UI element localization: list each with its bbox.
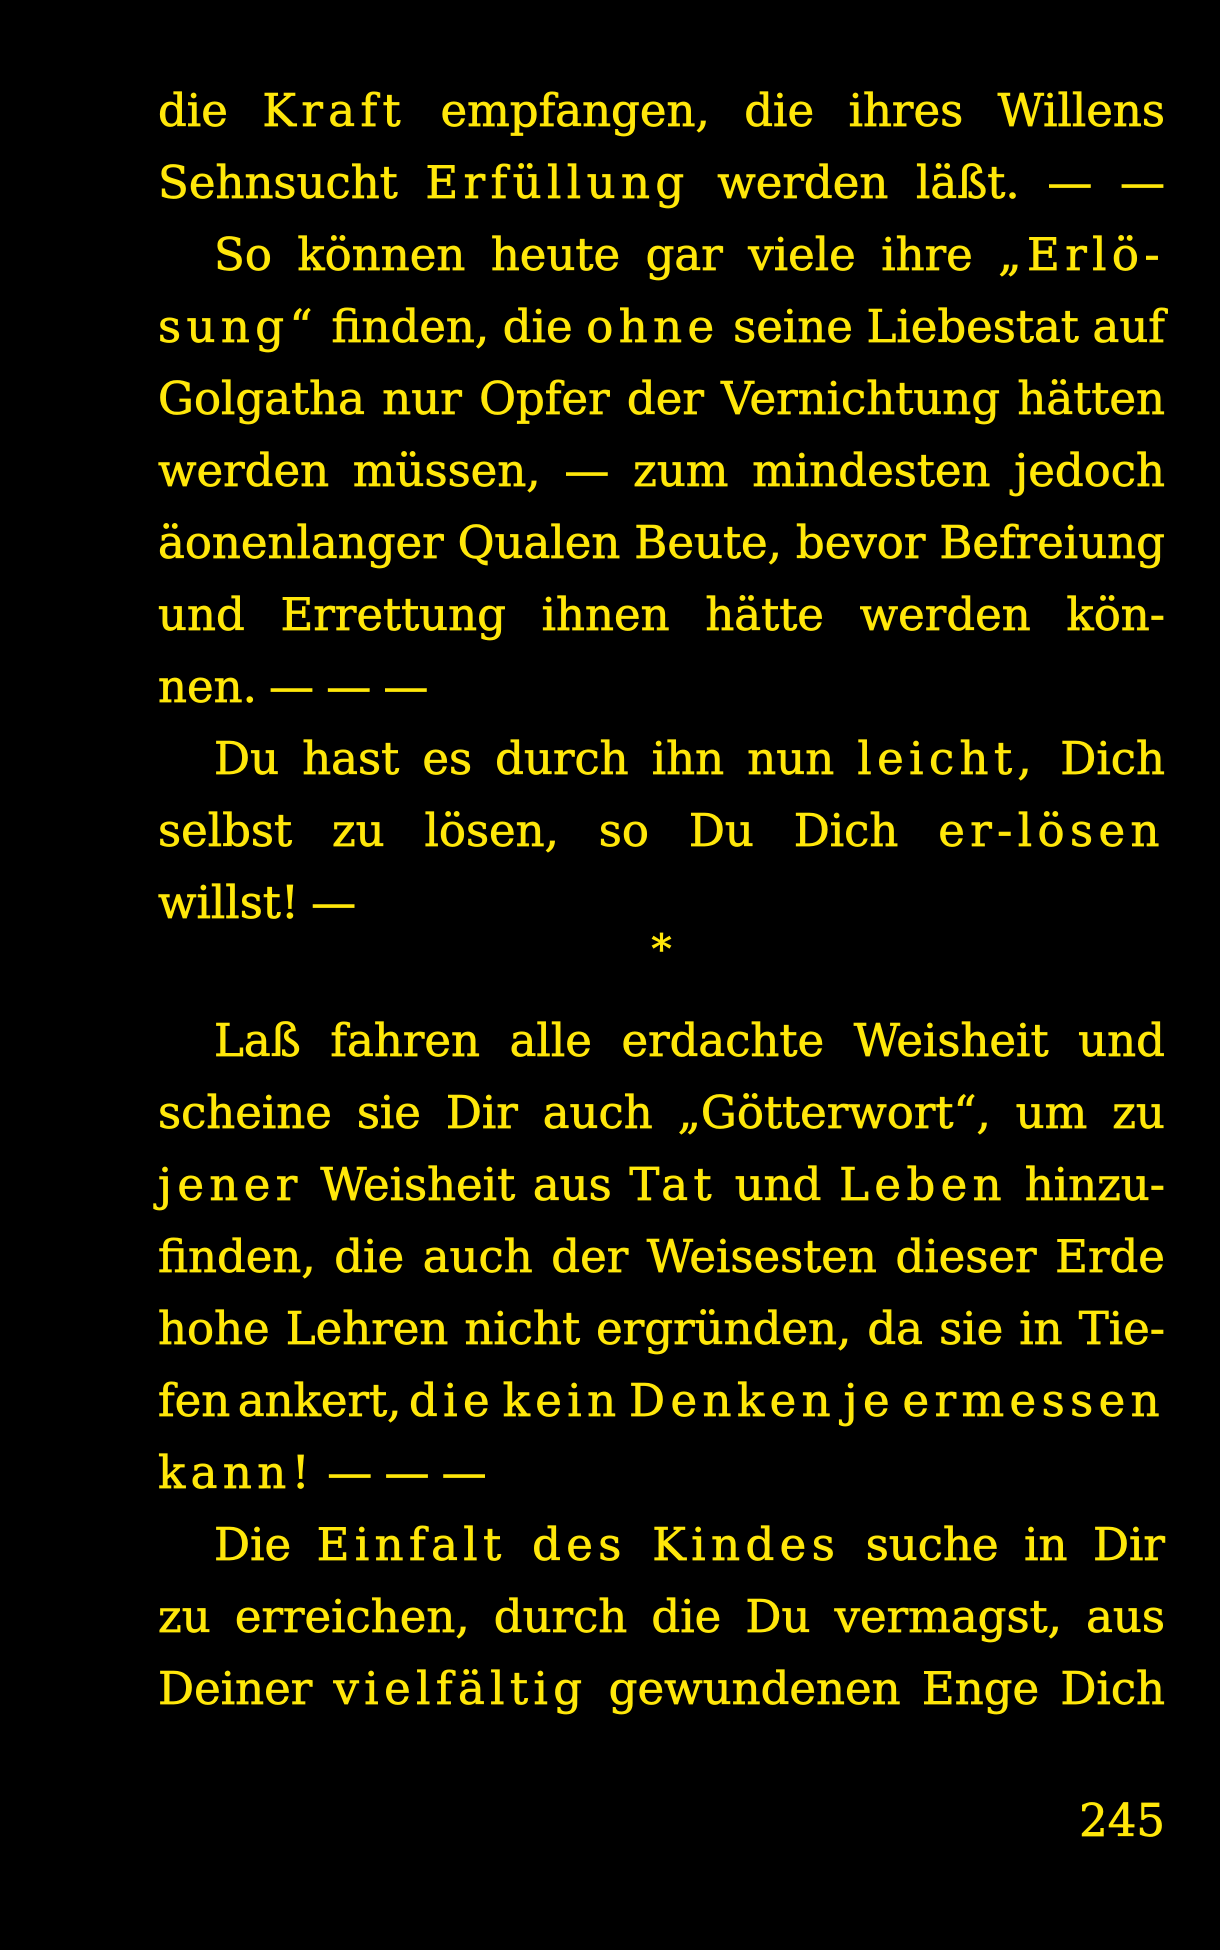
word: die (744, 83, 815, 137)
word: fen (158, 1373, 231, 1427)
word: nicht (464, 1301, 581, 1355)
word: sie (356, 1085, 421, 1139)
word: zu (158, 1589, 211, 1643)
word: es (422, 731, 473, 785)
word: und (1078, 1013, 1165, 1067)
word: hätte (705, 587, 824, 641)
word: Erfüllung (425, 155, 690, 209)
word: Laß (214, 1013, 301, 1067)
word: in (1024, 1517, 1068, 1571)
word: scheine (158, 1085, 332, 1139)
word: Die (214, 1517, 292, 1571)
word: seine (733, 299, 853, 353)
word: ankert, (237, 1373, 402, 1427)
word: — (269, 659, 315, 713)
word: nur (382, 371, 462, 425)
text-line (158, 434, 1165, 506)
word: ihres (848, 83, 964, 137)
word: Opfer (479, 371, 610, 425)
word: — (1047, 155, 1093, 209)
text-line (158, 578, 1165, 650)
word: alle (509, 1013, 592, 1067)
word: sie (939, 1301, 1004, 1355)
word: hinzu- (1024, 1157, 1165, 1211)
text-line (158, 290, 1165, 362)
word: je (843, 1373, 895, 1427)
word: Erde (1055, 1229, 1165, 1283)
word: in (1019, 1301, 1063, 1355)
word: müssen, (352, 443, 541, 497)
word: willst! (158, 875, 299, 929)
text-line (158, 1220, 1165, 1292)
word: finden, (158, 1229, 316, 1283)
word: Tat (629, 1157, 718, 1211)
word: hast (302, 731, 400, 785)
word: — (326, 659, 372, 713)
word: erreichen, (234, 1589, 470, 1643)
word: auf (1092, 299, 1165, 353)
word: dieser (895, 1229, 1037, 1283)
text-line (158, 1364, 1165, 1436)
word: aus (1086, 1589, 1165, 1643)
word: — (311, 875, 357, 929)
word: Dich (1060, 731, 1165, 785)
word: durch (495, 731, 629, 785)
word: Enge (921, 1661, 1040, 1715)
word: Einfalt (316, 1517, 507, 1571)
word: des (532, 1517, 627, 1571)
word: Weisheit (320, 1157, 516, 1211)
word: „Erlö- (998, 227, 1165, 281)
word: fahren (330, 1013, 480, 1067)
word: können (297, 227, 466, 281)
word: Denken (629, 1373, 837, 1427)
word: Weisheit (853, 1013, 1049, 1067)
text-line (158, 1652, 1165, 1724)
word: die (651, 1589, 722, 1643)
word: ermessen (902, 1373, 1165, 1427)
word: Kraft (262, 83, 407, 137)
word: aus (532, 1157, 612, 1211)
word: — (383, 659, 429, 713)
word: finden, (331, 299, 490, 353)
word: erdachte (621, 1013, 825, 1067)
word: ihnen (541, 587, 670, 641)
word: „Götterwort“, (677, 1085, 991, 1139)
word: — (327, 1445, 373, 1499)
word: Kindes (652, 1517, 841, 1571)
word: suche (865, 1517, 999, 1571)
word: Liebestat (866, 299, 1079, 353)
text-line (158, 1292, 1165, 1364)
asterisk-divider: * (651, 927, 672, 973)
word: so (598, 803, 649, 857)
word: Befreiung (939, 515, 1165, 569)
text-line (158, 1580, 1165, 1652)
word: Du (745, 1589, 811, 1643)
word: auch (542, 1085, 653, 1139)
word: Dich (1060, 1661, 1165, 1715)
word: jedoch (1014, 443, 1165, 497)
word: die (409, 1373, 496, 1427)
word: gar (645, 227, 723, 281)
text-line (158, 794, 1165, 866)
word: die (158, 83, 228, 137)
text-line (158, 146, 1165, 218)
word: zu (331, 803, 385, 857)
word: gewundenen (608, 1661, 901, 1715)
word: jener (158, 1157, 303, 1211)
word: durch (493, 1589, 628, 1643)
word: und (158, 587, 245, 641)
word: kann! (158, 1445, 316, 1499)
word: da (867, 1301, 924, 1355)
text-line (158, 74, 1165, 146)
word: und (734, 1157, 822, 1211)
word: viele (748, 227, 856, 281)
word: heute (490, 227, 621, 281)
word: läßt. (915, 155, 1020, 209)
word: leicht, (857, 731, 1038, 785)
word: — (1119, 155, 1165, 209)
word: Du (688, 803, 754, 857)
word: vermagst, (834, 1589, 1062, 1643)
word: der (551, 1229, 629, 1283)
word: sung“ (158, 299, 318, 353)
word: lösen, (424, 803, 559, 857)
word: äonenlanger (158, 515, 444, 569)
word: ihre (881, 227, 973, 281)
word: Dir (445, 1085, 518, 1139)
word: Weisesten (646, 1229, 877, 1283)
word: die (334, 1229, 405, 1283)
word: hohe (158, 1301, 270, 1355)
word: vielfältig (333, 1661, 588, 1715)
word: werden (158, 443, 330, 497)
text-line (158, 1436, 1165, 1508)
word: — (384, 1445, 430, 1499)
word: Beute, (634, 515, 782, 569)
text-column (158, 74, 1165, 1724)
word: Leben (839, 1157, 1008, 1211)
word: um (1015, 1085, 1088, 1139)
word: ohne (586, 299, 720, 353)
page-number: 245 (1079, 1794, 1165, 1847)
word: werden (859, 587, 1031, 641)
word: — (564, 443, 610, 497)
word: ihn (651, 731, 725, 785)
text-line (158, 1508, 1165, 1580)
word: auch (422, 1229, 533, 1283)
word: Vernichtung (721, 371, 1001, 425)
word: selbst (158, 803, 293, 857)
word: werden (717, 155, 889, 209)
text-line (158, 218, 1165, 290)
word: der (626, 371, 704, 425)
word: ergründen, (596, 1301, 852, 1355)
word: Sehnsucht (158, 155, 398, 209)
word: empfangen, (440, 83, 710, 137)
word: er-lösen (938, 803, 1165, 857)
word: Errettung (280, 587, 506, 641)
text-line (158, 1004, 1165, 1076)
word: nen. (158, 659, 257, 713)
word: kön- (1066, 587, 1165, 641)
word: hätten (1017, 371, 1165, 425)
text-line (158, 506, 1165, 578)
word: die (502, 299, 573, 353)
text-line (158, 650, 1165, 722)
word: So (214, 227, 272, 281)
section-divider (158, 928, 1165, 972)
word: mindesten (752, 443, 991, 497)
word: Du (214, 731, 280, 785)
word: Dich (793, 803, 899, 857)
word: bevor (795, 515, 926, 569)
text-line (158, 362, 1165, 434)
word: Golgatha (158, 371, 365, 425)
word: — (441, 1445, 487, 1499)
word: Deiner (158, 1661, 313, 1715)
word: Dir (1092, 1517, 1165, 1571)
word: nun (747, 731, 835, 785)
word: kein (502, 1373, 622, 1427)
word: Tie- (1078, 1301, 1165, 1355)
word: Lehren (285, 1301, 449, 1355)
text-line (158, 1148, 1165, 1220)
word: Qualen (457, 515, 621, 569)
word: zu (1112, 1085, 1165, 1139)
text-line (158, 1076, 1165, 1148)
word: Willens (997, 83, 1165, 137)
word: zum (633, 443, 729, 497)
text-line (158, 722, 1165, 794)
